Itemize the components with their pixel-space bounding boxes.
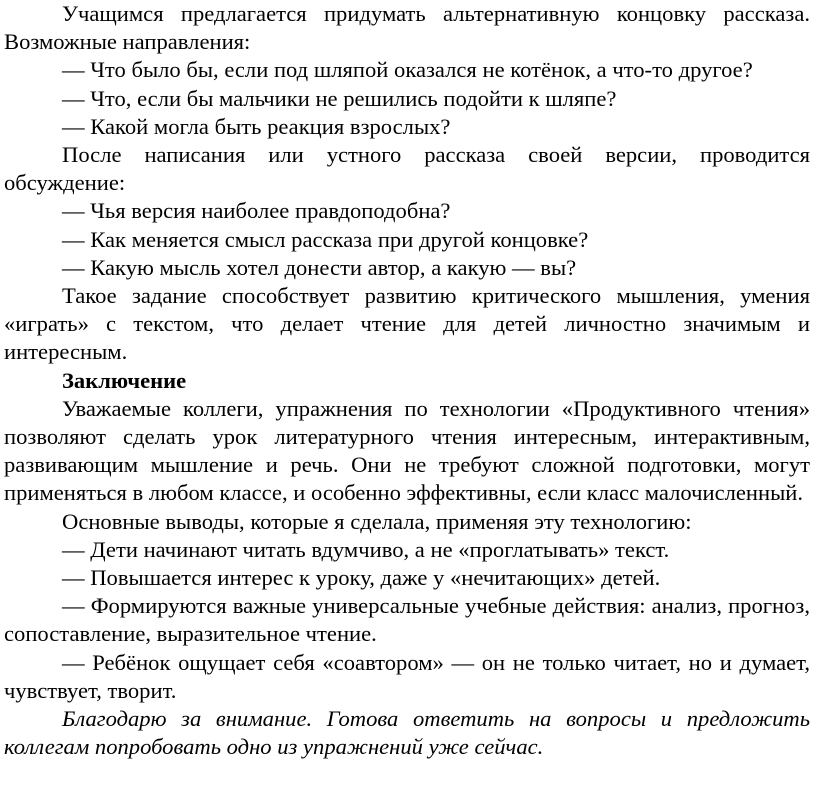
paragraph-conclusion-body: Уважаемые коллеги, упражнения по технологии «Продуктивного чтения» позволяют сделать урок литературного чтения интересным, интерактивным, развивающим мышление и речь. Они не требуют сложной подготовки, могут применяться в любом классе, и особенно эффективны, если класс малочисленный. <box>4 395 810 506</box>
section-heading-conclusion: Заключение <box>62 367 187 393</box>
list-item-boys-hesitate: — Что, если бы мальчики не решились подойти к шляпе? <box>62 85 617 111</box>
list-item-adults-reaction: — Какой могла быть реакция взрослых? <box>62 113 451 139</box>
paragraph-discussion-intro: После написания или устного рассказа своей версии, проводится обсуждение: <box>4 142 810 196</box>
list-item-interest-increase: — Повышается интерес к уроку, даже у «нечитающих» детей. <box>62 565 661 591</box>
paragraph-task-benefit: Такое задание способствует развитию критического мышления, умения «играть» с текстом, что делает чтение для детей личностно значимым и интересным. <box>4 283 810 365</box>
list-item-coauthor: — Ребёнок ощущает себя «соавтором» — он не только читает, но и думает, чувствует, творит. <box>4 649 810 703</box>
list-item-thoughtful-reading: — Дети начинают читать вдумчиво, а не «проглатывать» текст. <box>62 536 670 562</box>
list-item-meaning-change: — Как меняется смысл рассказа при другой концовке? <box>62 226 589 252</box>
list-item-author-idea: — Какую мысль хотел донести автор, а какую — вы? <box>62 254 577 280</box>
list-item-plausible-version: — Чья версия наиболее правдоподобна? <box>62 198 451 224</box>
paragraph-closing-thanks: Благодарю за внимание. Готова ответить на вопросы и предложить коллегам попробовать одно из упражнений уже сейчас. <box>4 706 810 760</box>
paragraph-main-conclusions: Основные выводы, которые я сделала, применяя эту технологию: <box>62 508 692 534</box>
list-item-learning-actions: — Формируются важные универсальные учебные действия: анализ, прогноз, сопоставление, выразительное чтение. <box>4 593 810 647</box>
paragraph-task-intro: Учащимся предлагается придумать альтернативную концовку рассказа. Возможные направления: <box>4 1 810 55</box>
list-item-other-object: — Что было бы, если под шляпой оказался не котёнок, а что-то другое? <box>62 57 753 83</box>
